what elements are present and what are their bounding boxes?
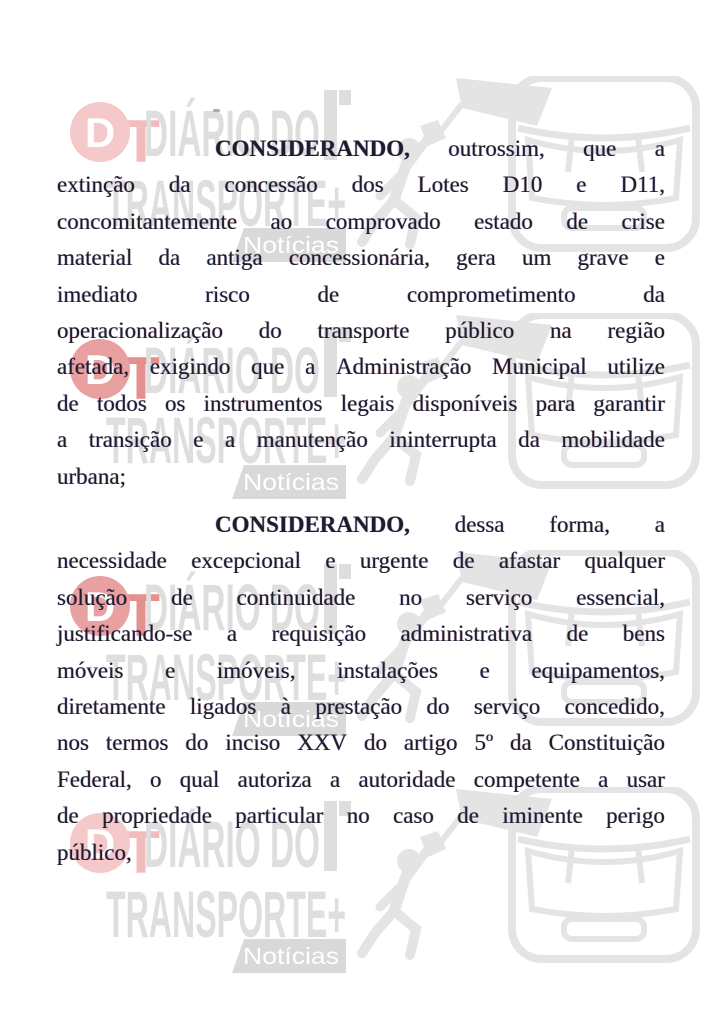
word: mobilidade bbox=[561, 427, 665, 453]
word: propriedade bbox=[102, 803, 212, 829]
word: nos bbox=[57, 730, 89, 756]
word: bens bbox=[622, 621, 665, 647]
word: termos bbox=[105, 730, 169, 756]
word: a bbox=[226, 621, 238, 647]
word: serviço bbox=[465, 584, 533, 610]
word: 5º bbox=[474, 730, 494, 756]
word: qualquer bbox=[584, 548, 665, 574]
word: de bbox=[57, 390, 79, 416]
text-line bbox=[57, 616, 665, 652]
word: de bbox=[57, 803, 79, 829]
word: a bbox=[598, 766, 609, 792]
word: ao bbox=[270, 208, 293, 234]
word: que bbox=[251, 354, 285, 380]
word: ligados bbox=[189, 693, 257, 719]
legal-paragraph-1 bbox=[57, 131, 665, 495]
word: móveis bbox=[57, 657, 124, 683]
word: exigindo bbox=[149, 354, 231, 380]
word: transporte bbox=[317, 317, 410, 343]
word: gera bbox=[456, 245, 496, 271]
word: a bbox=[225, 427, 236, 453]
word: da bbox=[168, 172, 191, 198]
word: de bbox=[452, 548, 475, 574]
text-line bbox=[57, 349, 665, 385]
word: CONSIDERANDO, bbox=[215, 136, 410, 161]
text-line bbox=[57, 313, 665, 349]
text-line bbox=[57, 167, 665, 203]
word: de bbox=[566, 621, 589, 647]
word: XXV bbox=[297, 730, 348, 756]
word: CONSIDERANDO, bbox=[215, 512, 410, 537]
word: competente bbox=[473, 766, 580, 792]
word: excepcional bbox=[191, 548, 302, 574]
word: região bbox=[607, 317, 665, 343]
word: garantir bbox=[593, 390, 665, 416]
word: continuidade bbox=[236, 584, 356, 610]
word: os bbox=[165, 390, 186, 416]
word: da bbox=[510, 730, 532, 756]
word: prestação bbox=[315, 693, 403, 719]
text-line: público, bbox=[57, 839, 132, 865]
word: material bbox=[57, 245, 133, 271]
text-line bbox=[57, 762, 665, 798]
text-line bbox=[57, 653, 665, 689]
word: concedido, bbox=[564, 693, 665, 719]
word: comprometimento bbox=[406, 281, 576, 307]
word: ininterrupta bbox=[389, 427, 497, 453]
word: todos bbox=[96, 390, 147, 416]
text-line bbox=[57, 689, 665, 725]
word: urgente bbox=[359, 548, 429, 574]
text-line bbox=[57, 422, 665, 458]
word: qual bbox=[179, 766, 220, 792]
word: concessionária, bbox=[288, 245, 430, 271]
word: usar bbox=[626, 766, 665, 792]
word: instalações bbox=[337, 657, 438, 683]
word: manutenção bbox=[256, 427, 368, 453]
text-line bbox=[57, 725, 665, 761]
word: o bbox=[149, 766, 162, 792]
word: comprovado bbox=[325, 208, 441, 234]
word: legais bbox=[340, 390, 395, 416]
word: inciso bbox=[225, 730, 281, 756]
word: imediato bbox=[57, 281, 138, 307]
word: à bbox=[280, 693, 291, 719]
word: concessão bbox=[224, 172, 318, 198]
word: autoriza bbox=[237, 766, 312, 792]
word: dessa bbox=[454, 512, 505, 537]
word: administrativa bbox=[400, 621, 533, 647]
text-line: urbana; bbox=[57, 463, 126, 489]
word: a bbox=[654, 136, 665, 161]
word: do bbox=[258, 317, 282, 343]
text-line bbox=[57, 507, 665, 543]
word: da bbox=[158, 245, 181, 271]
word: equipamentos, bbox=[531, 657, 665, 683]
word: disponíveis bbox=[412, 390, 518, 416]
text-line bbox=[57, 386, 665, 422]
word: e bbox=[165, 657, 176, 683]
word: imóveis, bbox=[216, 657, 296, 683]
text-line bbox=[57, 580, 665, 616]
word: a bbox=[57, 427, 68, 453]
text-line bbox=[57, 204, 665, 240]
word: diretamente bbox=[57, 693, 166, 719]
text-line bbox=[57, 543, 665, 579]
word: Federal, bbox=[57, 766, 132, 792]
word: dos bbox=[351, 172, 384, 198]
word: de bbox=[317, 281, 340, 307]
word: a bbox=[329, 766, 341, 792]
word: da bbox=[518, 427, 540, 453]
word: do bbox=[363, 730, 387, 756]
word: de bbox=[171, 584, 193, 610]
word: requisição bbox=[271, 621, 367, 647]
text-line bbox=[57, 131, 665, 167]
word: de bbox=[566, 208, 589, 234]
text-line bbox=[57, 277, 665, 313]
word: serviço bbox=[473, 693, 541, 719]
word: no bbox=[346, 803, 370, 829]
word: da bbox=[643, 281, 665, 307]
word: para bbox=[535, 390, 576, 416]
word: utilize bbox=[607, 354, 665, 380]
word: iminente bbox=[502, 803, 583, 829]
word: risco bbox=[205, 281, 250, 307]
text-line bbox=[57, 240, 665, 276]
word: um bbox=[521, 245, 552, 271]
word: particular bbox=[235, 803, 324, 829]
word: justificando-se bbox=[57, 621, 193, 647]
word: operacionalização bbox=[57, 317, 223, 343]
word: Municipal bbox=[492, 354, 587, 380]
scan-artifact-mark bbox=[213, 109, 220, 112]
word: do bbox=[426, 693, 450, 719]
word: solução bbox=[57, 584, 128, 610]
word: concomitantemente bbox=[57, 208, 238, 234]
word: que bbox=[583, 136, 617, 161]
word: autoridade bbox=[358, 766, 456, 792]
word: na bbox=[550, 317, 572, 343]
text-line bbox=[57, 798, 665, 834]
word: Lotes bbox=[417, 172, 469, 198]
word: essencial, bbox=[576, 584, 665, 610]
word: forma, bbox=[549, 512, 610, 537]
word: e bbox=[654, 245, 665, 271]
word: antiga bbox=[206, 245, 263, 271]
word: de bbox=[457, 803, 479, 829]
word: crise bbox=[621, 208, 665, 234]
word: Administração bbox=[336, 354, 472, 380]
word: D10 bbox=[502, 172, 543, 198]
word: no bbox=[399, 584, 423, 610]
legal-paragraph-2 bbox=[57, 507, 665, 871]
word: a bbox=[305, 354, 316, 380]
word: perigo bbox=[606, 803, 665, 829]
word: e bbox=[479, 657, 490, 683]
word: afetada, bbox=[57, 354, 130, 380]
word: a bbox=[654, 512, 665, 537]
word: instrumentos bbox=[203, 390, 323, 416]
word: transição bbox=[88, 427, 172, 453]
word: estado bbox=[474, 208, 533, 234]
word: e bbox=[193, 427, 204, 453]
word: e bbox=[325, 548, 336, 574]
word: Constituição bbox=[548, 730, 665, 756]
word: caso bbox=[393, 803, 434, 829]
word: necessidade bbox=[57, 548, 167, 574]
word: D11, bbox=[620, 172, 665, 198]
word: do bbox=[185, 730, 209, 756]
word: artigo bbox=[403, 730, 458, 756]
word: público bbox=[445, 317, 515, 343]
word: afastar bbox=[498, 548, 561, 574]
word: extinção bbox=[57, 172, 135, 198]
word: e bbox=[576, 172, 587, 198]
word: grave bbox=[577, 245, 629, 271]
word: outrossim, bbox=[448, 136, 545, 161]
